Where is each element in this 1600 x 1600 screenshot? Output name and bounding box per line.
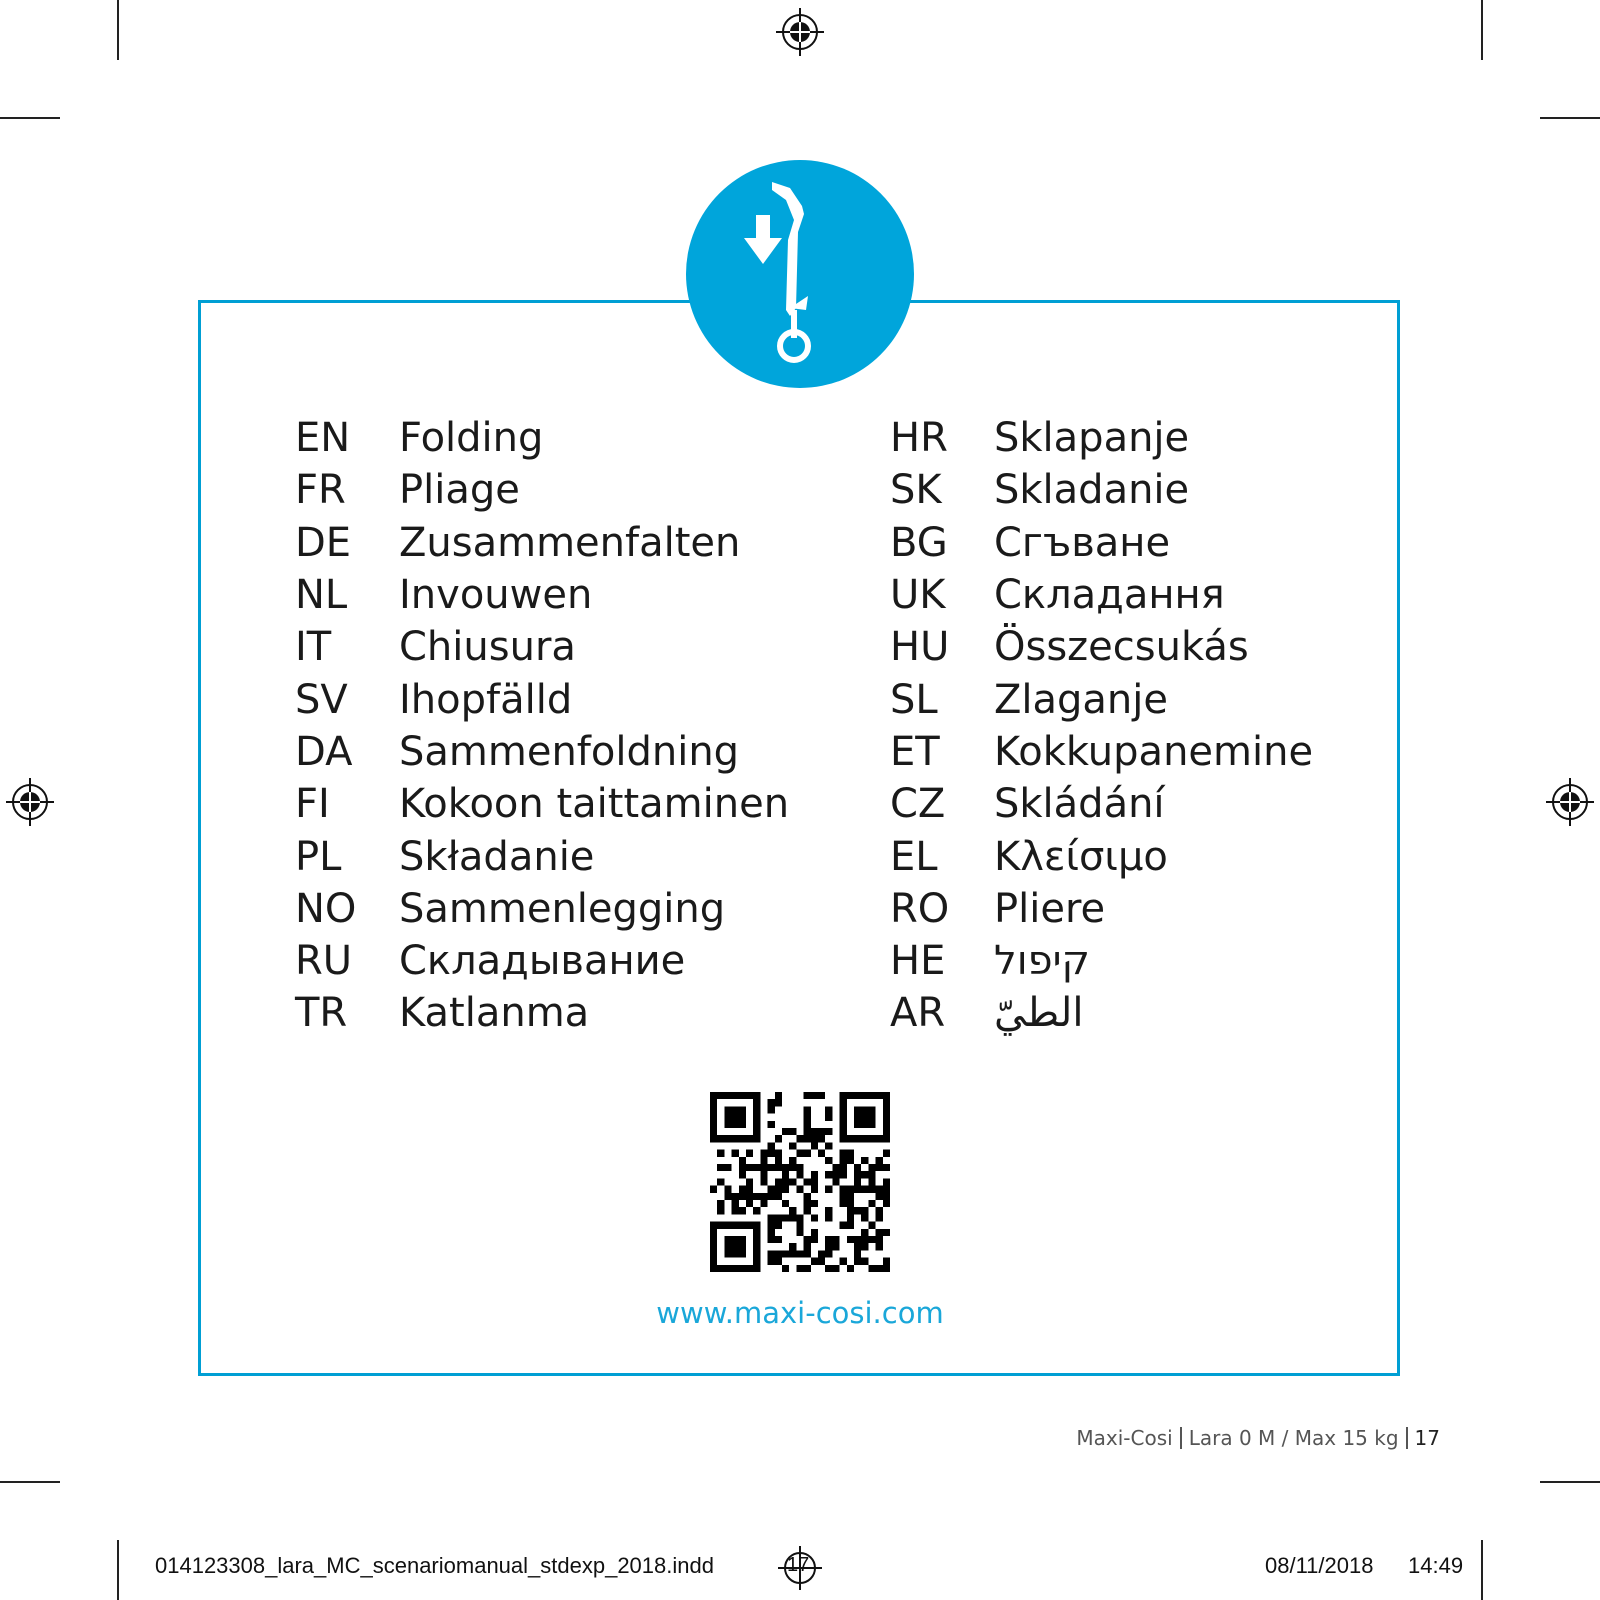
language-code: SV [295,676,348,723]
crop-mark [117,1540,119,1600]
qr-code [710,1092,890,1272]
language-term: Складывание [399,938,686,985]
language-row [295,726,789,778]
language-term: Pliage [399,467,520,514]
language-term: الطيّ [994,990,1084,1037]
language-code: CZ [890,781,946,828]
language-term: Sammenlegging [399,885,726,932]
language-code: DE [295,519,352,566]
slug-page-marker [778,1546,822,1590]
crop-mark [0,1481,60,1483]
language-row [295,412,789,464]
language-list-right [890,412,1313,1040]
language-row [890,935,1313,987]
language-code: EL [890,833,938,880]
slug-filename: 014123308_lara_MC_scenariomanual_stdexp_2018.indd [155,1553,714,1578]
footer-product: Lara 0 M / Max 15 kg [1188,1426,1399,1450]
language-row [890,883,1313,935]
footer-separator [1406,1427,1408,1449]
language-code: NL [295,572,348,619]
language-term: Складання [994,572,1225,619]
language-term: Сгъване [994,519,1171,566]
language-term: Skladanie [994,467,1190,514]
language-code: RO [890,885,950,932]
language-term: Folding [399,415,544,462]
language-code: UK [890,572,946,619]
crop-mark [0,117,60,119]
language-list-left [295,412,789,1040]
language-row [295,517,789,569]
language-code: EN [295,415,351,462]
website-url[interactable]: www.maxi-cosi.com [656,1296,944,1330]
language-term: Zusammenfalten [399,519,741,566]
language-term: Κλείσιμο [994,833,1168,880]
language-row [890,464,1313,516]
page-number: 17 [1414,1426,1440,1450]
language-row [890,987,1313,1039]
language-code: FI [295,781,330,828]
language-term: Összecsukás [994,624,1249,671]
language-row [890,726,1313,778]
crop-mark [117,0,119,60]
language-row [890,621,1313,673]
language-term: Skládání [994,781,1165,828]
language-term: Invouwen [399,572,593,619]
folding-stroller-icon [686,160,914,388]
language-term: Kokoon taittaminen [399,781,790,828]
language-row [295,883,789,935]
language-code: SK [890,467,942,514]
language-row [890,778,1313,830]
crop-mark [1481,1540,1483,1600]
slug-page-number: 17 [787,1554,810,1576]
language-term: Pliere [994,885,1106,932]
slug-time: 14:49 [1408,1553,1464,1578]
language-term: Zlaganje [994,676,1169,723]
language-row [890,569,1313,621]
icon-badge [686,160,914,388]
page-footer [1076,1426,1440,1450]
language-code: RU [295,938,353,985]
language-code: NO [295,885,357,932]
language-code: IT [295,624,332,671]
language-term: Chiusura [399,624,576,671]
language-code: HE [890,938,946,985]
language-term: Katlanma [399,990,590,1037]
footer-separator [1180,1427,1182,1449]
language-term: Sammenfoldning [399,728,740,775]
language-row [295,569,789,621]
crop-mark [1540,1481,1600,1483]
language-code: HR [890,415,948,462]
slug-date: 08/11/2018 [1265,1553,1374,1578]
registration-mark-icon [1546,778,1594,826]
language-term: Ihopfälld [399,676,573,723]
language-row [890,830,1313,882]
language-code: ET [890,728,940,775]
language-code: SL [890,676,938,723]
language-term: Składanie [399,833,595,880]
language-term: קיפול [994,938,1090,985]
registration-mark-icon [776,8,824,56]
language-row [295,621,789,673]
language-row [295,830,789,882]
language-code: PL [295,833,342,880]
language-row [295,464,789,516]
language-code: FR [295,467,346,514]
footer-brand: Maxi-Cosi [1076,1426,1173,1450]
language-term: Sklapanje [994,415,1190,462]
crop-mark [1481,0,1483,60]
language-row [890,673,1313,725]
language-code: AR [890,990,946,1037]
registration-mark-icon [6,778,54,826]
language-code: DA [295,728,353,775]
language-row [890,517,1313,569]
language-code: BG [890,519,948,566]
language-term: Kokkupanemine [994,728,1314,775]
language-code: TR [295,990,348,1037]
language-row [295,987,789,1039]
language-row [890,412,1313,464]
language-row [295,778,789,830]
language-code: HU [890,624,950,671]
language-row [295,935,789,987]
crop-mark [1540,117,1600,119]
language-row [295,673,789,725]
